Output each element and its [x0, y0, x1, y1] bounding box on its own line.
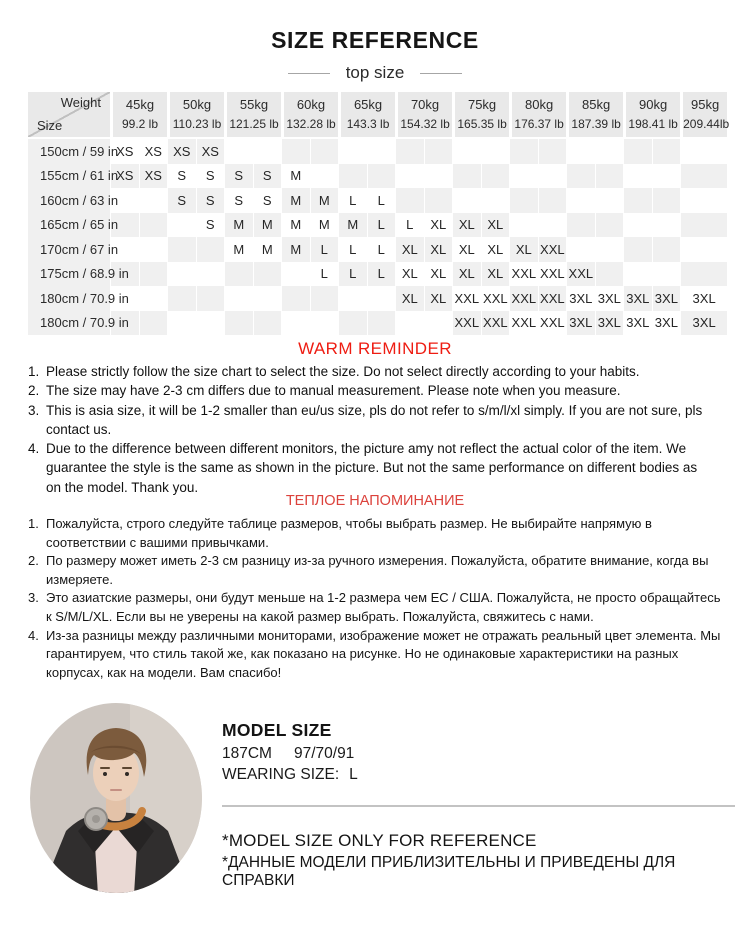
size-cell: [224, 262, 253, 287]
size-cell: [623, 188, 652, 213]
size-cell: XS: [139, 164, 168, 189]
size-cell: [424, 311, 453, 336]
height-row-label: 175cm / 68.9 in: [28, 262, 110, 287]
size-cell: XXL: [509, 311, 538, 336]
size-cell: XL: [481, 262, 510, 287]
size-cell: L: [310, 237, 339, 262]
model-height: 187CM: [222, 745, 272, 762]
size-cell: L: [367, 237, 396, 262]
size-cell: XS: [139, 139, 168, 164]
size-cell: 3XL: [623, 311, 652, 336]
size-table-row: [28, 237, 727, 262]
size-cell: [139, 286, 168, 311]
size-cell: [424, 164, 453, 189]
size-cell: [167, 286, 196, 311]
size-cell: XL: [424, 237, 453, 262]
size-cell: XL: [452, 262, 481, 287]
item-number: 4.: [28, 441, 40, 457]
model-photo: [30, 703, 202, 893]
size-cell: [281, 286, 310, 311]
size-cell: XXL: [538, 262, 567, 287]
size-cell: M: [281, 237, 310, 262]
size-cell: [452, 164, 481, 189]
corner-weight-label: Weight: [60, 95, 101, 110]
size-cell: M: [253, 213, 282, 238]
size-cell: [395, 311, 424, 336]
size-cell: 3XL: [566, 286, 595, 311]
size-cell: [452, 139, 481, 164]
weight-column-header: 65kg 143.3 lb: [338, 92, 395, 139]
size-cell: [224, 139, 253, 164]
size-table-container: [28, 92, 730, 335]
size-cell: M: [310, 213, 339, 238]
size-cell: S: [196, 188, 225, 213]
size-cell: 3XL: [595, 311, 624, 336]
decor-line-left: [288, 73, 330, 74]
size-cell: [481, 188, 510, 213]
size-cell: [566, 164, 595, 189]
size-cell: [680, 262, 727, 287]
size-cell: M: [224, 237, 253, 262]
height-row-label: 150cm / 59 in: [28, 139, 110, 164]
size-cell: XXL: [509, 262, 538, 287]
size-cell: M: [281, 213, 310, 238]
size-cell: L: [338, 237, 367, 262]
model-wearing-size: [222, 766, 358, 784]
size-cell: L: [367, 213, 396, 238]
section-divider: [222, 805, 735, 807]
size-table-row: [28, 286, 727, 311]
size-cell: XS: [196, 139, 225, 164]
size-cell: M: [281, 164, 310, 189]
size-cell: [538, 139, 567, 164]
size-cell: 3XL: [566, 311, 595, 336]
item-number: 3.: [28, 590, 39, 606]
size-cell: [139, 262, 168, 287]
size-cell: XL: [481, 213, 510, 238]
size-cell: [310, 286, 339, 311]
reminder-item: 2. По размеру может иметь 2-3 см разницу из-за ручного измерения. Пожалуйста, обратите внимание, когда вы измеряете.: [28, 553, 709, 587]
size-cell: XXL: [481, 286, 510, 311]
size-cell: XL: [424, 213, 453, 238]
size-cell: L: [367, 188, 396, 213]
size-cell: [538, 213, 567, 238]
size-cell: [652, 213, 681, 238]
size-cell: XS: [110, 139, 139, 164]
size-cell: XXL: [452, 286, 481, 311]
size-cell: [395, 188, 424, 213]
size-cell: XXL: [481, 311, 510, 336]
weight-column-header: 60kg 132.28 lb: [281, 92, 338, 139]
size-cell: [167, 213, 196, 238]
size-cell: M: [281, 188, 310, 213]
size-cell: M: [224, 213, 253, 238]
size-cell: XXL: [538, 237, 567, 262]
size-cell: S: [224, 188, 253, 213]
size-cell: XXL: [509, 286, 538, 311]
size-cell: XXL: [538, 286, 567, 311]
size-cell: [367, 286, 396, 311]
size-cell: [652, 262, 681, 287]
item-number: 2.: [28, 383, 40, 399]
size-cell: [566, 237, 595, 262]
subtitle-row: [0, 63, 750, 83]
reminder-item: 3. Это азиатские размеры, они будут меньше на 1-2 размера чем ЕС / США. Пожалуйста, не просто обращайтесь к S/M/L/XL. Если вы не уверены на какой размер выбрать. Пожалуйста, свяжитесь с нами.: [28, 590, 721, 624]
size-table-row: [28, 311, 727, 336]
warm-reminder-ru-list: [28, 515, 722, 682]
size-table-row: [28, 262, 727, 287]
size-cell: [338, 286, 367, 311]
size-cell: S: [167, 164, 196, 189]
size-cell: [595, 262, 624, 287]
size-table: [28, 92, 730, 335]
size-cell: [395, 139, 424, 164]
size-table-row: [28, 188, 727, 213]
size-cell: 3XL: [595, 286, 624, 311]
item-number: 1.: [28, 364, 40, 379]
size-cell: S: [196, 164, 225, 189]
size-cell: [509, 139, 538, 164]
size-cell: [595, 139, 624, 164]
size-cell: [253, 286, 282, 311]
size-cell: [281, 311, 310, 336]
weight-column-header: 80kg 176.37 lb: [509, 92, 566, 139]
size-cell: [566, 139, 595, 164]
size-cell: S: [253, 164, 282, 189]
size-cell: L: [367, 262, 396, 287]
weight-column-header: 55kg 121.25 lb: [224, 92, 281, 139]
size-cell: [139, 188, 168, 213]
reminder-item: 2. The size may have 2-3 cm differs due to manual measurement. Please note when you measure.: [28, 381, 704, 400]
size-cell: [509, 164, 538, 189]
size-cell: XL: [509, 237, 538, 262]
size-cell: L: [395, 213, 424, 238]
size-cell: [509, 188, 538, 213]
size-cell: XL: [395, 286, 424, 311]
size-cell: XL: [452, 213, 481, 238]
size-cell: XL: [395, 262, 424, 287]
size-cell: [652, 164, 681, 189]
size-cell: [196, 262, 225, 287]
weight-column-header: 75kg 165.35 lb: [452, 92, 509, 139]
item-number: 4.: [28, 627, 39, 643]
size-table-row: [28, 139, 727, 164]
size-cell: [538, 188, 567, 213]
size-cell: [281, 262, 310, 287]
size-cell: [395, 164, 424, 189]
size-cell: [652, 139, 681, 164]
size-cell: [595, 237, 624, 262]
warm-reminder-title: WARM REMINDER: [298, 339, 452, 358]
size-cell: [367, 311, 396, 336]
size-cell: XL: [481, 237, 510, 262]
size-cell: [139, 237, 168, 262]
size-cell: [310, 139, 339, 164]
item-number: 3.: [28, 402, 40, 418]
size-cell: [623, 139, 652, 164]
size-cell: [509, 213, 538, 238]
size-cell: [224, 286, 253, 311]
weight-column-header: 45kg 99.2 lb: [110, 92, 167, 139]
size-cell: L: [338, 262, 367, 287]
size-cell: [481, 139, 510, 164]
size-cell: [680, 188, 727, 213]
size-cell: 3XL: [652, 311, 681, 336]
size-cell: [367, 164, 396, 189]
weight-column-header: 95kg 209.44lb: [680, 92, 727, 139]
size-cell: [167, 237, 196, 262]
size-cell: [566, 213, 595, 238]
height-row-label: 160cm / 63 in: [28, 188, 110, 213]
size-cell: [538, 164, 567, 189]
size-cell: S: [224, 164, 253, 189]
reminder-item: 3. This is asia size, it will be 1-2 smaller than eu/us size, pls do not refer to s/m/l/xl simply. If you are not sure, pls contact us.: [28, 402, 703, 437]
warm-reminder-list: [28, 362, 704, 497]
size-cell: XL: [424, 286, 453, 311]
model-stats: [222, 745, 354, 763]
size-cell: [452, 188, 481, 213]
size-cell: [338, 164, 367, 189]
height-row-label: 155cm / 61 in: [28, 164, 110, 189]
size-cell: [167, 262, 196, 287]
size-cell: XXL: [452, 311, 481, 336]
size-cell: S: [253, 188, 282, 213]
size-cell: 3XL: [680, 286, 727, 311]
size-cell: 3XL: [652, 286, 681, 311]
size-cell: [623, 262, 652, 287]
size-cell: XL: [424, 262, 453, 287]
weight-column-header: 90kg 198.41 lb: [623, 92, 680, 139]
reminder-item: 4. Due to the difference between different monitors, the picture amy not reflect the actual color of the item. We guarantee the style is the same as shown in the picture. But not the same performance on different bodies as on the model. Thank you.: [28, 441, 698, 495]
size-cell: [680, 164, 727, 189]
height-row-label: 180cm / 70.9 in: [28, 286, 110, 311]
reminder-item: 1. Please strictly follow the size chart to select the size. Do not select directly according to your habits.: [28, 362, 704, 381]
size-cell: 3XL: [680, 311, 727, 336]
size-cell: XS: [110, 164, 139, 189]
weight-column-header: 85kg 187.39 lb: [566, 92, 623, 139]
size-cell: M: [253, 237, 282, 262]
weight-column-header: 50kg 110.23 lb: [167, 92, 224, 139]
size-cell: [623, 237, 652, 262]
size-cell: [680, 139, 727, 164]
size-cell: [253, 311, 282, 336]
size-cell: [338, 139, 367, 164]
height-row-label: 180cm / 70.9 in: [28, 311, 110, 336]
size-cell: [310, 164, 339, 189]
size-cell: [253, 139, 282, 164]
corner-weight-size-cell: [28, 92, 110, 139]
size-cell: XL: [452, 237, 481, 262]
reminder-item: 4. Из-за разницы между различными мониторами, изображение может не отражать реальный цвет элемента. Мы гарантируем, что стиль такой же, как показано на рисунке. Но не одинаковые характеристики на разных корпусах, как на модели. Вам спасибо!: [28, 627, 721, 680]
size-cell: [167, 311, 196, 336]
size-cell: [139, 311, 168, 336]
warm-reminder-ru-title: ТЕПЛОЕ НАПОМИНАНИЕ: [285, 493, 465, 509]
size-cell: [481, 164, 510, 189]
size-cell: [224, 311, 253, 336]
size-cell: [196, 237, 225, 262]
size-cell: [595, 188, 624, 213]
item-number: 1.: [28, 516, 39, 531]
height-row-label: 165cm / 65 in: [28, 213, 110, 238]
size-cell: [680, 213, 727, 238]
size-cell: XXL: [566, 262, 595, 287]
size-table-row: [28, 164, 727, 189]
size-cell: M: [338, 213, 367, 238]
decor-line-right: [420, 73, 462, 74]
size-cell: XL: [395, 237, 424, 262]
size-cell: S: [196, 213, 225, 238]
size-cell: [652, 237, 681, 262]
size-cell: [680, 237, 727, 262]
page-subtitle: top size: [345, 63, 405, 82]
page-title: SIZE REFERENCE: [271, 27, 479, 53]
size-cell: [310, 311, 339, 336]
reminder-item: 1. Пожалуйста, строго следуйте таблице размеров, чтобы выбрать размер. Не выбирайте напрямую в соответствии с вашими привычками.: [28, 516, 652, 550]
model-size-heading: MODEL SIZE: [222, 720, 332, 740]
size-cell: [253, 262, 282, 287]
reference-note-ru: *ДАННЫЕ МОДЕЛИ ПРИБЛИЗИТЕЛЬНЫ И ПРИВЕДЕНЫ ДЛЯ СПРАВКИ: [222, 854, 676, 889]
size-cell: L: [310, 262, 339, 287]
size-cell: [139, 213, 168, 238]
size-cell: [595, 164, 624, 189]
size-cell: [623, 164, 652, 189]
weight-column-header: 70kg 154.32 lb: [395, 92, 452, 139]
size-cell: XXL: [538, 311, 567, 336]
item-number: 2.: [28, 553, 39, 569]
size-cell: 3XL: [623, 286, 652, 311]
corner-size-label: Size: [37, 118, 63, 133]
size-cell: [566, 188, 595, 213]
size-cell: [424, 139, 453, 164]
size-cell: [196, 311, 225, 336]
size-cell: XS: [167, 139, 196, 164]
reference-note-en: *MODEL SIZE ONLY FOR REFERENCE: [222, 831, 537, 850]
size-cell: [338, 311, 367, 336]
size-cell: [652, 188, 681, 213]
size-cell: [281, 139, 310, 164]
size-cell: [424, 188, 453, 213]
size-table-row: [28, 213, 727, 238]
size-cell: [196, 286, 225, 311]
size-cell: S: [167, 188, 196, 213]
size-cell: [623, 213, 652, 238]
size-cell: [595, 213, 624, 238]
size-cell: [367, 139, 396, 164]
model-measurements: 97/70/91: [293, 745, 355, 762]
wearing-size-value: L: [349, 766, 358, 783]
size-cell: M: [310, 188, 339, 213]
height-row-label: 170cm / 67 in: [28, 237, 110, 262]
wearing-size-label: WEARING SIZE:: [222, 766, 340, 783]
size-cell: L: [338, 188, 367, 213]
